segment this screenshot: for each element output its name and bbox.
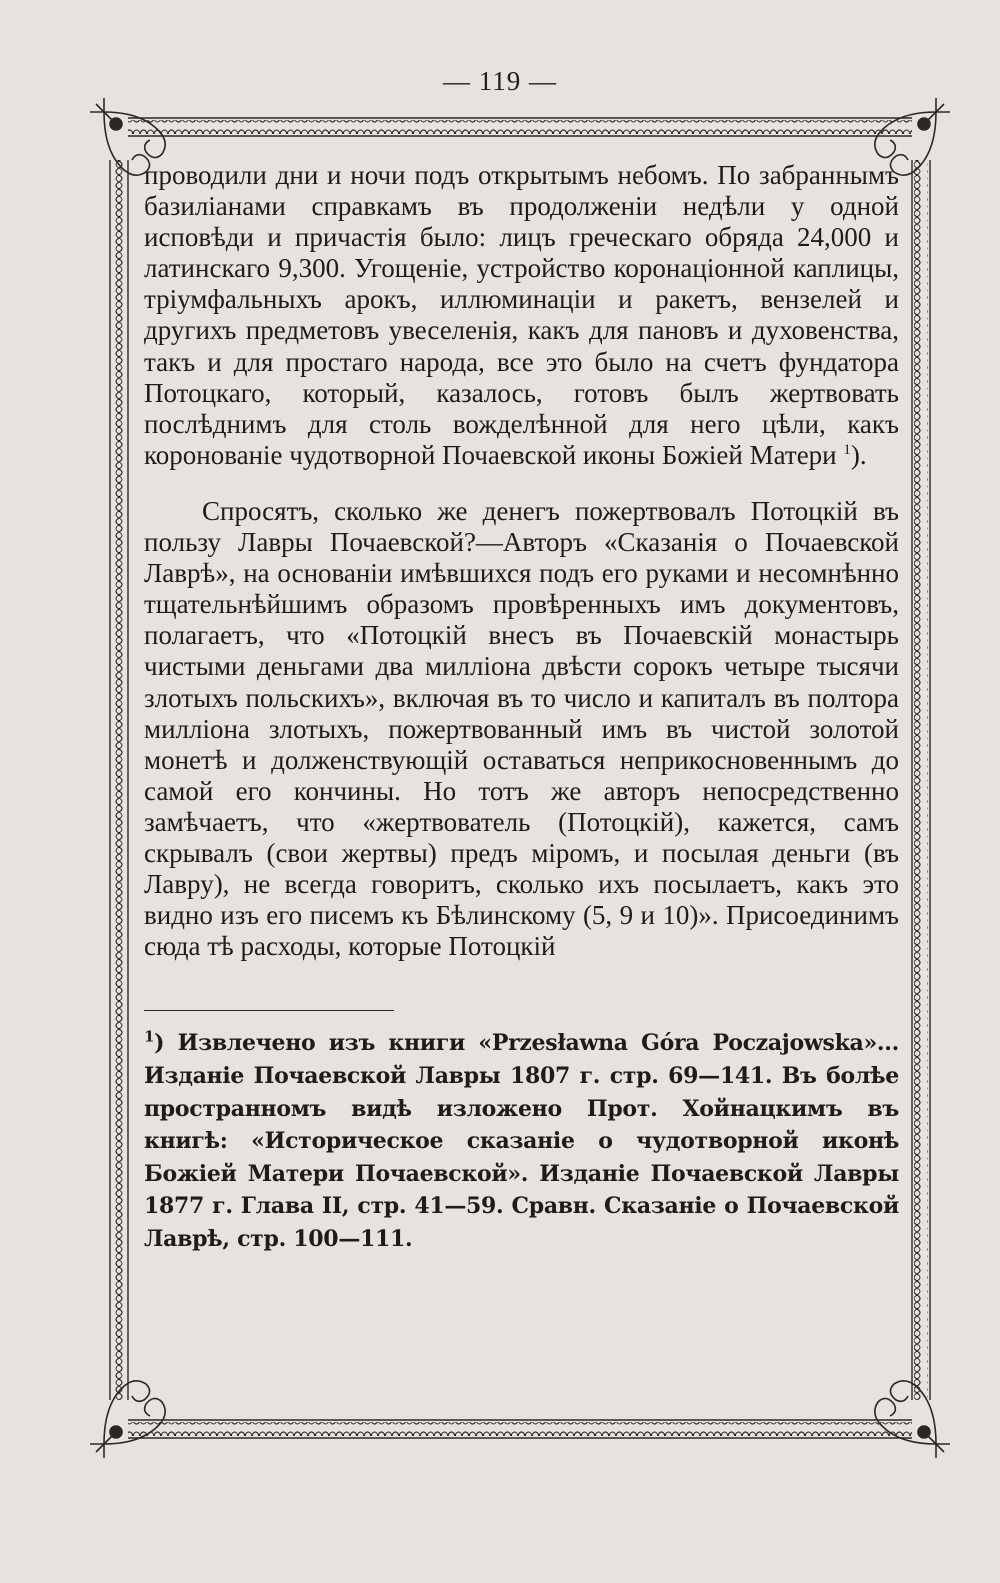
main-text bbox=[144, 160, 899, 962]
footnote bbox=[144, 1027, 899, 1255]
body-paragraph-1 bbox=[144, 160, 899, 471]
border-top-band bbox=[128, 118, 912, 136]
body-paragraph-1-text: проводили дни и ночи подъ открытымъ небомъ. По забраннымъ базиліанами справкамъ въ продолженіи недѣли у одной исповѣди и причастія было: лицъ греческаго обряда 24,000 и латинскаго 9,300. Угощеніе, устройство коронаціонной каплицы, тріумфальныхъ арокъ, иллюминаціи и ракетъ, вензелей и другихъ предметовъ увеселенія, какъ для пановъ и духовенства, такъ и для простаго народа, все это было на счетъ фундатора Потоцкаго, который, казалось, готовъ былъ жертвовать послѣднимъ для столь вожделѣнной для него цѣли, какъ коронованіе чудотворной Почаевской иконы Божіей Матери bbox=[144, 160, 899, 470]
border-right-band bbox=[912, 160, 930, 1400]
text-area bbox=[144, 160, 899, 1430]
page-number: — 119 — bbox=[443, 66, 557, 96]
footnote-divider bbox=[144, 1010, 394, 1011]
footnote-text: ) Извлечено изъ книги «Przesławna Góra Poczajowska»... Изданіе Почаевской Лавры 1807 г. стр. 69—141. Въ болѣе пространномъ видѣ изложено Прот. Хойнацкимъ въ книгѣ: «Историческое сказаніе о чудотворной иконѣ Божіей Матери Почаевской». Изданіе Почаевской Лавры 1877 г. Глава II, стр. 41—59. Сравн. Сказаніе о Почаевской Лаврѣ, стр. 100—111. bbox=[144, 1030, 899, 1252]
body-paragraph-1-end: ). bbox=[850, 439, 867, 470]
border-left-band bbox=[110, 160, 128, 1400]
footnote-mark: 1 bbox=[144, 1028, 155, 1047]
body-paragraph-2: Спросятъ, сколько же денегъ пожертвовалъ Потоцкій въ пользу Лавры Почаевской?—Авторъ «Сказанія о Почаевской Лаврѣ», на основаніи имѣвшихся подъ его руками и несомнѣнно тщательнѣйшимъ образомъ провѣренныхъ имъ документовъ, полагаетъ, что «Потоцкій внесъ въ Почаевскій монастырь чистыми деньгами два милліона двѣсти сорокъ четыре тысячи злотыхъ польскихъ», включая въ то число и капиталъ въ полтора милліона злотыхъ, пожертвованный имъ въ чистой золотой монетѣ и долженствующій оставаться неприкосновеннымъ до самой его кончины. Но тотъ же авторъ непосредственно замѣчаетъ, что «жертвователь (Потоцкій), кажется, самъ скрывалъ (свои жертвы) предъ міромъ, и посылая деньги (въ Лавру), не всегда говоритъ, сколько ихъ посылаетъ, какъ это видно изъ его писемъ къ Бѣлинскому (5, 9 и 10)». Присоединимъ сюда тѣ расходы, которые Потоцкій bbox=[144, 495, 899, 962]
footnote-reference: 1 bbox=[843, 441, 851, 458]
